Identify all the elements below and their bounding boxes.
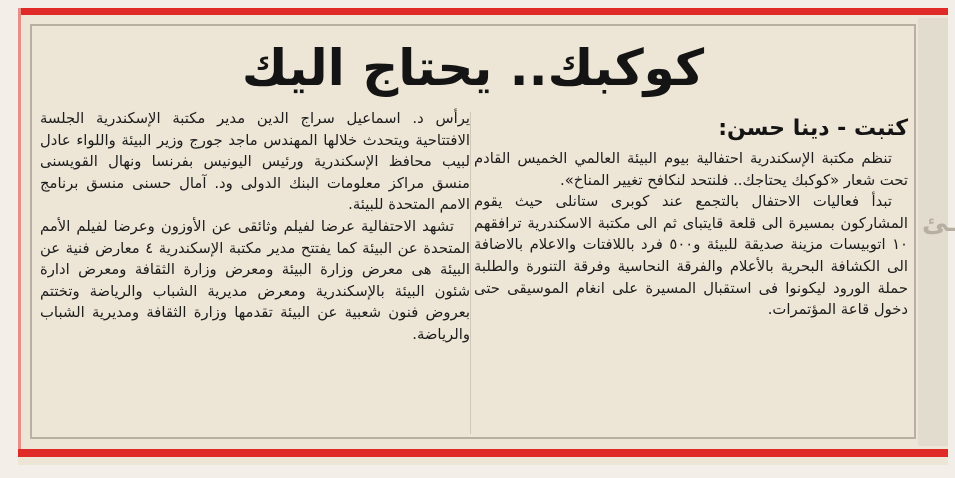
article-column-right [474, 148, 908, 321]
bottom-red-rule [18, 449, 948, 457]
article-byline: كتبت - دينا حسن: [718, 116, 908, 141]
adjacent-article-text: ـئ [922, 208, 955, 238]
article-paragraph: تشهد الاحتفالية عرضا لفيلم وثائقى عن الأوزون وعرضا لفيلم الأمم المتحدة عن البيئة كما يفتتح مدير مكتبة الإسكندرية ٤ معارض فنية عن البيئة هى معرض وزارة البيئة ومعرض وزارة الثقافة ومعرض ادارة شئون البيئة بالإسكندرية ومعرض مديرية الشباب والرياضة وتختتم بعروض فنون شعبية عن البيئة تقدمها وزارة الثقافة ومديرية الشباب والرياضة. [40, 217, 471, 343]
column-divider [470, 112, 471, 434]
top-red-rule [18, 8, 948, 15]
article-headline: كوكبك.. يحتاج اليك [241, 39, 705, 97]
article-paragraph: تبدأ فعاليات الاحتفال بالتجمع عند كوبرى ستانلى حيث يقوم المشاركون بمسيرة الى قلعة قايتباى ثم الى مكتبة الاسكندرية ترافقهم ١٠ اتوبيسات مزينة صديقة للبيئة و٥٠٠ فرد باللافتات والاعلام بالاضافة الى الكشافة البحرية بالأعلام والفرقة النحاسية وفرقة التنورة والطلبة حملة الورود ليكونوا فى استقبال المسيرة على انغام الموسيقى حتى دخول قاعة المؤتمرات. [474, 193, 908, 319]
adjacent-article-fragment [918, 18, 955, 446]
article-paragraph: تنظم مكتبة الإسكندرية احتفالية بيوم البيئة العالمي الخميس القادم تحت شعار «كوكبك يحتاجك.. فلنتحد لنكافح تغيير المناخ». [474, 150, 908, 189]
article-column-left [40, 108, 470, 346]
left-red-rule [18, 8, 21, 457]
article-paragraph: يرأس د. اسماعيل سراج الدين مدير مكتبة الإسكندرية الجلسة الافتتاحية ويتحدث خلالها المهندس ماجد جورج وزير البيئة واللواء عادل لبيب محافظ الإسكندرية ورئيس اليونيس بفرنسا ونهال القويسنى منسق مراكز معلومات البنك الدولى ود. آمال حسنى منسق برنامج الامم المتحدة للبيئة. [40, 110, 470, 214]
